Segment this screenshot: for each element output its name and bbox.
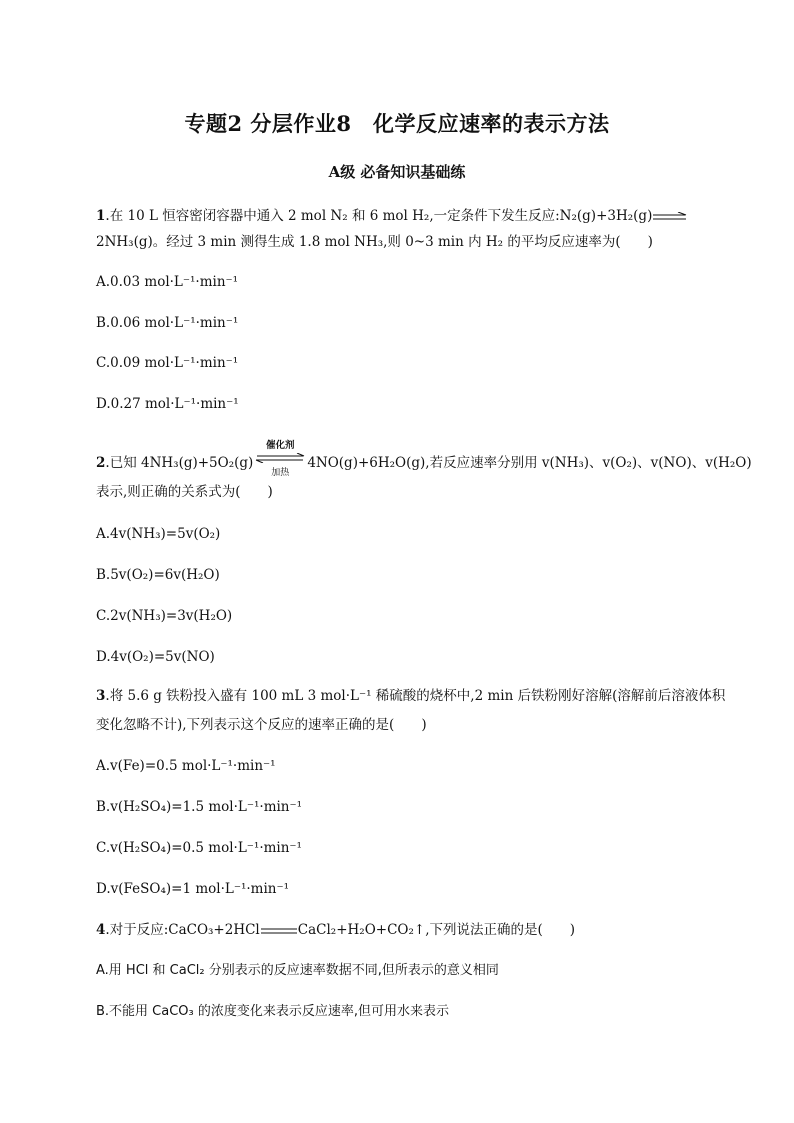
section-heading: A级 必备知识基础练: [328, 163, 466, 181]
question-4-number: 4: [96, 922, 106, 938]
question-3-option-a: A.v(Fe)=0.5 mol·L⁻¹·min⁻¹: [96, 758, 276, 774]
question-2-option-b: B.5v(O₂)=6v(H₂O): [96, 567, 220, 583]
question-2-stem-part-2: 4NO(g)+6H₂O(g),若反应速率分别用 v(NH₃)、v(O₂)、v(NO)、v(H₂O): [307, 455, 752, 471]
reaction-equals-icon: [260, 927, 298, 935]
question-2-option-d: D.4v(O₂)=5v(NO): [96, 649, 215, 665]
question-3-number: 3: [96, 688, 106, 704]
question-2-option-c: C.2v(NH₃)=3v(H₂O): [96, 608, 233, 624]
equilibrium-arrow-icon: [652, 212, 688, 222]
question-4-option-b: B.不能用 CaCO₃ 的浓度变化来表示反应速率,但可用水来表示: [96, 1004, 450, 1019]
question-3-line-2: 变化忽略不计),下列表示这个反应的速率正确的是( ): [96, 717, 427, 733]
question-1-option-a: A.0.03 mol·L⁻¹·min⁻¹: [96, 274, 239, 290]
question-2-option-a: A.4v(NH₃)=5v(O₂): [96, 526, 221, 542]
catalyst-arrow: [255, 439, 305, 478]
question-4-stem-part-1: .对于反应:CaCO₃+2HCl: [105, 922, 260, 938]
heating-label: 加热: [271, 467, 290, 478]
question-2-line-2: 表示,则正确的关系式为( ): [96, 484, 273, 500]
question-4-stem-part-2: CaCl₂+H₂O+CO₂↑,下列说法正确的是( ): [297, 922, 576, 938]
question-1-number: 1: [96, 208, 106, 224]
question-3-option-c: C.v(H₂SO₄)=0.5 mol·L⁻¹·min⁻¹: [96, 840, 302, 856]
question-2-number: 2: [96, 455, 106, 471]
reversible-arrow-icon: [255, 453, 305, 463]
question-4-option-a: A.用 HCl 和 CaCl₂ 分别表示的反应速率数据不同,但所表示的意义相同: [96, 963, 499, 978]
question-1-line-1: [96, 206, 688, 226]
question-3-option-d: D.v(FeSO₄)=1 mol·L⁻¹·min⁻¹: [96, 881, 290, 897]
question-1-stem-part-1: .在 10 L 恒容密闭容器中通入 2 mol N₂ 和 6 mol H₂,一定条件下发生反应:N₂(g)+3H₂(g): [105, 208, 653, 224]
question-2-stem-part-1: .已知 4NH₃(g)+5O₂(g): [105, 455, 254, 471]
page-title: 专题2 分层作业8 化学反应速率的表示方法: [184, 111, 610, 136]
question-1-line-2: 2NH₃(g)。经过 3 min 测得生成 1.8 mol NH₃,则 0~3 min 内 H₂ 的平均反应速率为( ): [96, 234, 653, 250]
catalyst-label: 催化剂: [266, 439, 295, 451]
question-3-stem-part-1: .将 5.6 g 铁粉投入盛有 100 mL 3 mol·L⁻¹ 稀硫酸的烧杯中,2 min 后铁粉刚好溶解(溶解前后溶液体积: [105, 688, 726, 704]
question-1-option-c: C.0.09 mol·L⁻¹·min⁻¹: [96, 355, 239, 371]
question-1-option-b: B.0.06 mol·L⁻¹·min⁻¹: [96, 315, 239, 331]
question-1-option-d: D.0.27 mol·L⁻¹·min⁻¹: [96, 396, 239, 412]
question-4-line-1: [96, 920, 575, 940]
question-3-option-b: B.v(H₂SO₄)=1.5 mol·L⁻¹·min⁻¹: [96, 799, 303, 815]
question-3-line-1: [96, 686, 725, 706]
question-2-line-1: [96, 439, 752, 478]
